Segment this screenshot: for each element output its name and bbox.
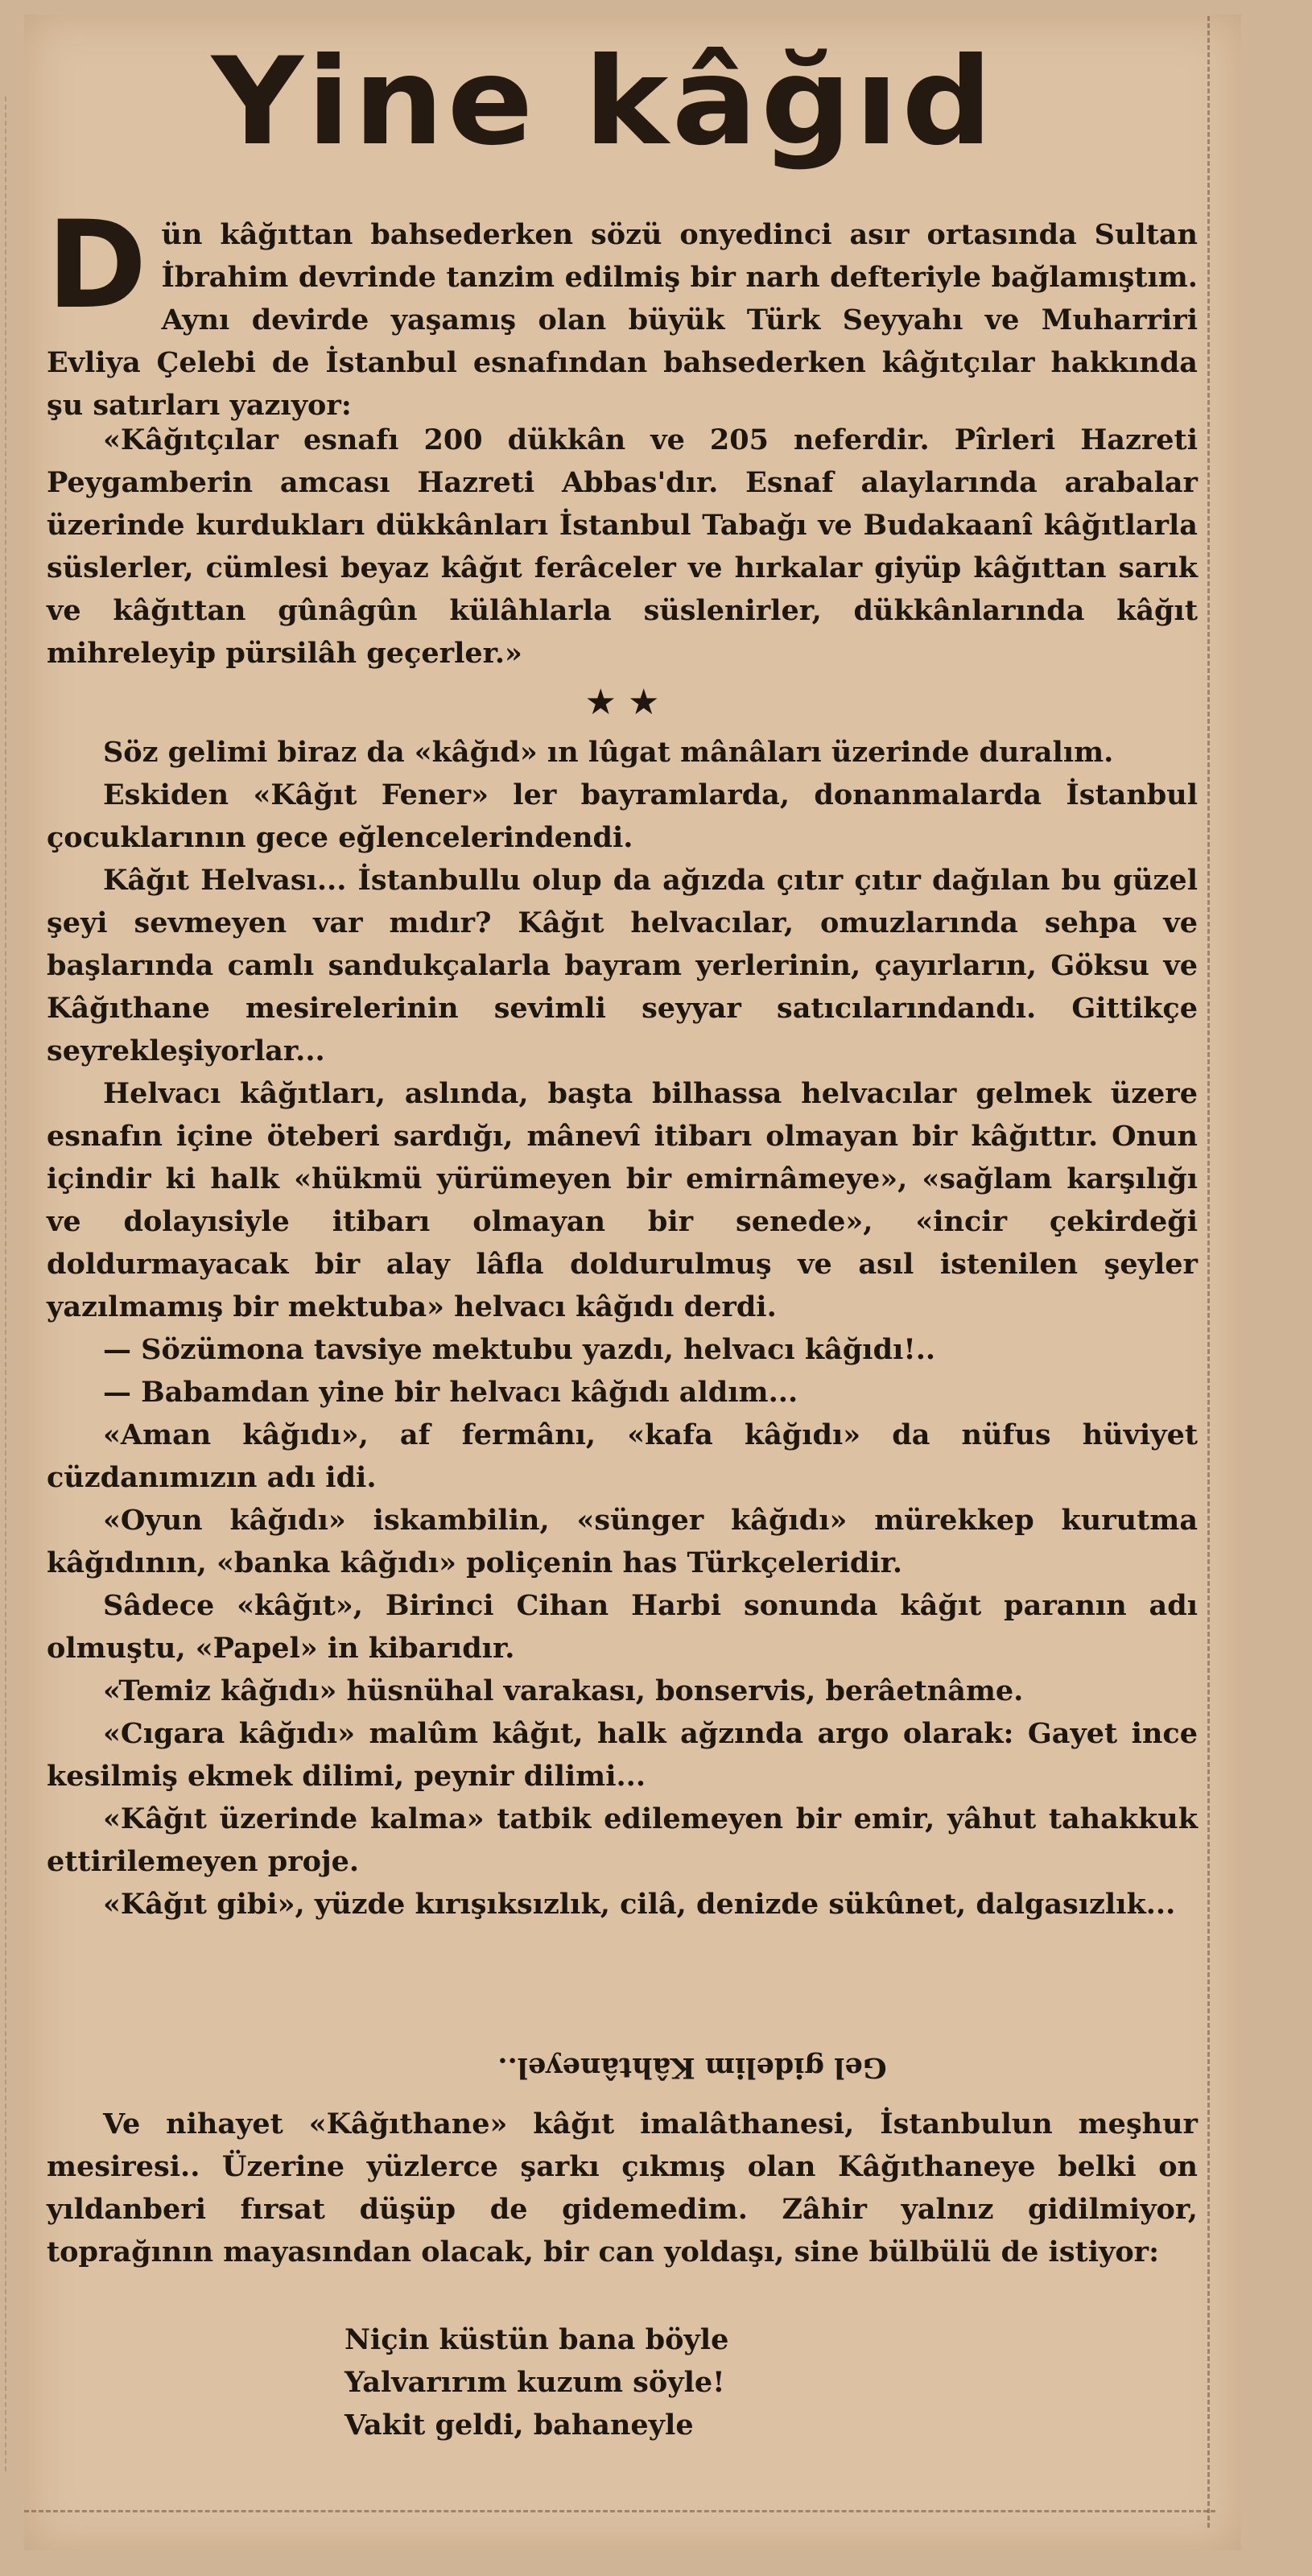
torn-edge-left (5, 97, 14, 2471)
evliya-quote: «Kâğıtçılar esnafı 200 dükkân ve 205 neferdir. Pîrleri Hazreti Peygamberin amcası Hazreti Abbas'dır. Esnaf alaylarında arabalar üzerinde kurdukları dükkânları İstanbul Tabağı ve Budakaanî kâğıtlarla süslerler, cümlesi beyaz kâğıt ferâceler ve hırkalar giyüp kâğıttan sarık ve kâğıttan gûnâgûn külâhlarla süslenirler, dükkânlarında kâğıt mihreleyip pürsilâh geçerler.» (47, 423, 1198, 670)
intro-paragraph: ün kâğıttan bahsederken sözü onyedinci asır ortasında Sultan İbrahim devrinde tanzim edilmiş bir narh defteriyle bağlamıştım. Aynı devirde yaşamış olan büyük Türk Seyyahı ve Muharriri Evliya Çelebi de İstanbul esnafından bahsederken kâğıtçılar hakkında şu satırları yazıyor: (47, 218, 1198, 422)
dialogue-line: — Babamdan yine bir helvacı kâğıdı aldım... (103, 1376, 798, 1409)
torn-edge-bottom (24, 2510, 1215, 2520)
dialogue-line: — Sözümona tavsiye mektubu yazdı, helvacı kâğıdı!.. (103, 1333, 936, 1366)
paragraph: «Aman kâğıdı», af fermânı, «kafa kâğıdı» da nüfus hüviyet cüzdanımızın adı idi. (47, 1418, 1198, 1494)
drop-cap: D (47, 196, 147, 336)
poem-line: Niçin küstün bana böyle (345, 2323, 729, 2356)
article-title: Yine kâğıd (211, 32, 996, 172)
paragraph: Eskiden «Kâğıt Fener» ler bayramlarda, donanmalarda İstanbul çocuklarının gece eğlencelerindendi. (47, 778, 1198, 854)
poem-line: Vakit geldi, bahaneyle (345, 2409, 694, 2442)
paragraph: Sâdece «kâğıt», Birinci Cihan Harbi sonunda kâğıt paranın adı olmuştu, «Papel» in kibarıdır. (47, 1589, 1198, 1665)
upside-down-line: Gel gidelim Kâhtâneyel.. (497, 2051, 887, 2084)
intro-section (47, 196, 1198, 427)
paragraph: «Cıgara kâğıdı» malûm kâğıt, halk ağzında argo olarak: Gayet ince kesilmiş ekmek dilimi, peynir dilimi... (47, 1717, 1198, 1793)
poem-verse (345, 2318, 728, 2446)
paragraph: Helvacı kâğıtları, aslında, başta bilhassa helvacılar gelmek üzere esnafın içine öteberi sardığı, mânevî itibarı olmayan bir kâğıttır. Onun içindir ki halk «hükmü yürümeyen bir emirnâmeye», «sağlam karşılığı ve dolayısiyle itibarı olmayan bir senede», «incir çekirdeği doldurmayacak bir alay lâfla doldurulmuş ve asıl istenilen şeyler yazılmamış bir mektuba» helvacı kâğıdı derdi. (47, 1077, 1198, 1323)
closing-paragraph: Ve nihayet «Kâğıthane» kâğıt imalâthanesi, İstanbulun meşhur mesiresi.. Üzerine yüzlerce şarkı çıkmış olan Kâğıthaneye belki on yıldanberi fırsat düşüp de gidemedim. Zâhir yalnız gidilmiyor, toprağının mayasından olacak, bir can yoldaşı, sine bülbülü de istiyor: (47, 2107, 1198, 2268)
poem-line: Yalvarırım kuzum söyle! (345, 2366, 725, 2399)
closing-section (47, 2103, 1198, 2273)
paragraph: Kâğıt Helvası... İstanbullu olup da ağızda çıtır çıtır dağılan bu güzel şeyi sevmeyen var mıdır? Kâğıt helvacılar, omuzlarında sehpa ve başlarında camlı sandukçalarla bayram yerlerinin, çayırların, Göksu ve Kâğıthane mesirelerinin sevimli seyyar satıcılarındandı. Gittikçe seyrekleşiyorlar... (47, 864, 1198, 1067)
section-divider: ★ ★ (584, 682, 660, 723)
paragraph: Söz gelimi biraz da «kâğıd» ın lûgat mânâları üzerinde duralım. (103, 736, 1114, 769)
paragraph: «Kâğıt gibi», yüzde kırışıksızlık, cilâ, denizde sükûnet, dalgasızlık... (103, 1888, 1176, 1921)
torn-edge-right (1207, 16, 1221, 2528)
paragraph: «Temiz kâğıdı» hüsnühal varakası, bonservis, berâetnâme. (103, 1674, 1024, 1707)
paragraph: «Kâğıt üzerinde kalma» tatbik edilemeyen bir emir, yâhut tahakkuk ettirilemeyen proje. (47, 1802, 1198, 1878)
article-body (47, 419, 1198, 1926)
paragraph: «Oyun kâğıdı» iskambilin, «sünger kâğıdı» mürekkep kurutma kâğıdının, «banka kâğıdı» poliçenin has Türkçeleridir. (47, 1504, 1198, 1579)
